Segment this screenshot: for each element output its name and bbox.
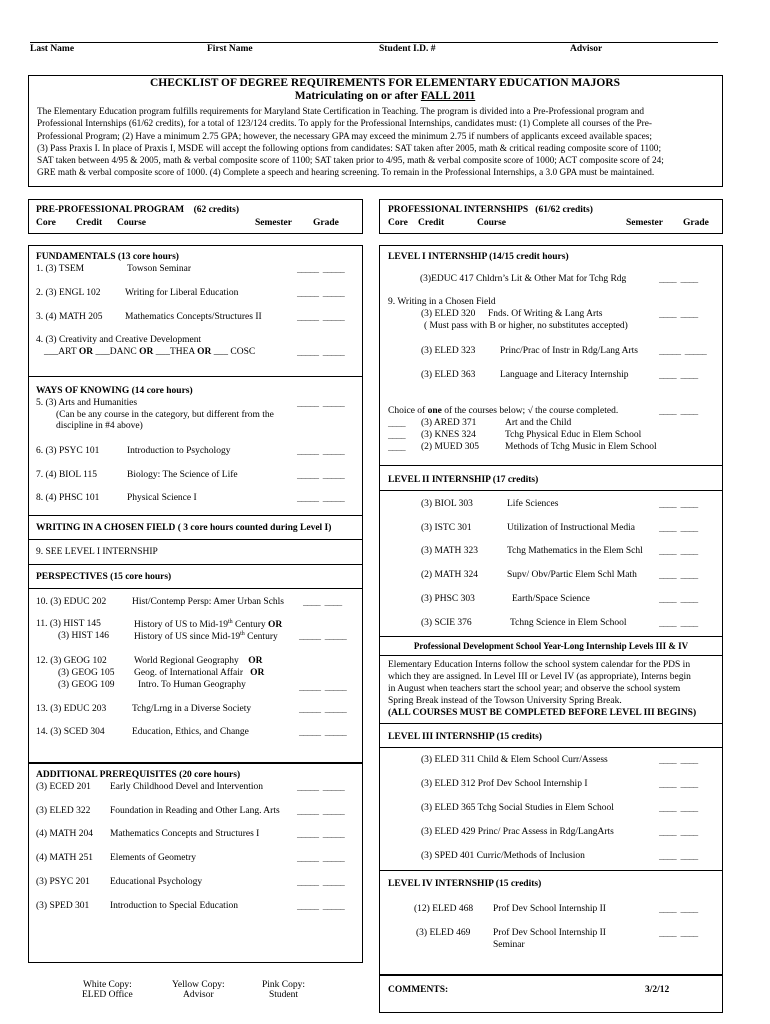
- choice-checkbox[interactable]: ____: [388, 444, 406, 453]
- level-2-title: LEVEL II INTERNSHIP (17 credits): [388, 475, 539, 485]
- col-core: Core: [36, 218, 56, 228]
- course-name: Tchng Science in Elem School: [510, 618, 627, 628]
- section-divider: [379, 465, 723, 466]
- course-code: (3) ELED 322: [36, 806, 91, 816]
- course-name: Physical Science I: [127, 493, 197, 503]
- semester-grade-blank[interactable]: ____ ____: [659, 501, 698, 510]
- course-entry: (3) ELED 429 Princ/ Prac Assess in Rdg/LangArts: [421, 827, 614, 837]
- semester-grade-blank[interactable]: _____ _____: [297, 266, 345, 275]
- course-name: Intro. To Human Geography: [138, 680, 246, 690]
- course-name: Princ/Prac of Instr in Rdg/Lang Arts: [500, 346, 638, 356]
- course-name: Introduction to Psychology: [127, 446, 231, 456]
- course-name: Mathematics Concepts and Structures I: [110, 829, 260, 839]
- section-divider: [28, 515, 363, 516]
- section-divider: [379, 636, 723, 637]
- course-name: Language and Literacy Internship: [500, 370, 629, 380]
- choice-instruction: Choice of one of the courses below; √ the course completed.: [388, 406, 619, 416]
- semester-grade-blank[interactable]: _____ _____: [297, 808, 345, 817]
- semester-grade-blank[interactable]: _____ _____: [297, 784, 345, 793]
- semester-grade-blank[interactable]: ____ ____: [659, 525, 698, 534]
- semester-grade-blank[interactable]: ____ ____: [659, 781, 698, 790]
- semester-grade-blank[interactable]: _____ _____: [299, 684, 347, 693]
- course-name: Biology: The Science of Life: [127, 470, 238, 480]
- student-id-label: Student I.D. #: [379, 44, 436, 54]
- semester-grade-blank[interactable]: _____ _____: [299, 729, 347, 738]
- semester-grade-blank[interactable]: _____ _____: [659, 348, 707, 357]
- course-code: 10. (3) EDUC 202: [36, 597, 107, 607]
- course-name: Fnds. Of Writing & Lang Arts: [488, 309, 603, 319]
- course-code: 3. (4) MATH 205: [36, 312, 103, 322]
- semester-grade-blank[interactable]: _____ _____: [299, 633, 347, 642]
- additional-prerequisites-title: ADDITIONAL PREREQUISITES (20 core hours): [36, 770, 241, 780]
- semester-grade-blank[interactable]: _____ _____: [297, 290, 345, 299]
- col-grade: Grade: [313, 218, 339, 228]
- course-code: 12. (3) GEOG 102: [36, 656, 107, 666]
- course-code: 2. (3) ENGL 102: [36, 288, 101, 298]
- course-name: Utilization of Instructional Media: [507, 523, 635, 533]
- comments-label: COMMENTS:: [388, 985, 449, 995]
- course-name: Methods of Tchg Music in Elem School: [505, 442, 657, 452]
- course-code: (3) ELED 320: [421, 309, 476, 319]
- course-name: Education, Ethics, and Change: [132, 727, 249, 737]
- semester-grade-blank[interactable]: _____ _____: [297, 831, 345, 840]
- course-name: Elements of Geometry: [110, 853, 197, 863]
- ways-of-knowing-title: WAYS OF KNOWING (14 core hours): [36, 386, 193, 396]
- course-code: (3) KNES 324: [421, 430, 476, 440]
- document-subtitle: Matriculating on or after FALL 2011: [294, 90, 476, 102]
- first-name-label: First Name: [207, 44, 253, 54]
- course-code: (4) MATH 204: [36, 829, 93, 839]
- course-code: (3) ISTC 301: [421, 523, 472, 533]
- level-3-title: LEVEL III INTERNSHIP (15 credits): [388, 732, 542, 742]
- semester-grade-blank[interactable]: _____ _____: [297, 472, 345, 481]
- fundamentals-title: FUNDAMENTALS (13 core hours): [36, 252, 179, 262]
- col-credit: Credit: [418, 218, 445, 228]
- course-entry: (3) ELED 365 Tchg Social Studies in Elem School: [421, 803, 614, 813]
- yellow-copy-note: Yellow Copy: Advisor: [172, 980, 225, 1000]
- course-code: (2) MATH 324: [421, 570, 478, 580]
- course-name: Prof Dev School Internship II: [493, 904, 606, 914]
- course-name: Supv/ Obv/Partic Elem Schl Math: [507, 570, 637, 580]
- semester-grade-blank[interactable]: _____ _____: [299, 706, 347, 715]
- course-name: Foundation in Reading and Other Lang. Arts: [110, 806, 280, 816]
- course-name: Tchg Physical Educ in Elem School: [505, 430, 642, 440]
- course-name: Life Sciences: [507, 499, 559, 509]
- col-semester: Semester: [255, 218, 292, 228]
- course-note: ( Must pass with B or higher, no substitutes accepted): [424, 321, 628, 331]
- course-entry: 9. Writing in a Chosen Field: [388, 297, 496, 307]
- course-name: Tchg Mathematics in the Elem Schl: [507, 546, 643, 556]
- course-code: (3) ELED 363: [421, 370, 476, 380]
- col-course: Course: [117, 218, 147, 228]
- semester-grade-blank[interactable]: _____ _____: [297, 495, 345, 504]
- semester-grade-blank[interactable]: ____ ____: [659, 906, 698, 915]
- course-code: (3) ELED 469: [416, 928, 471, 938]
- course-code: 7. (4) BIOL 115: [36, 470, 98, 480]
- semester-grade-blank[interactable]: _____ _____: [297, 314, 345, 323]
- col-credit: Credit: [76, 218, 103, 228]
- semester-grade-blank[interactable]: ____ ____: [659, 829, 698, 838]
- semester-grade-blank[interactable]: ____ ____: [659, 757, 698, 766]
- course-entry: (3) ELED 311 Child & Elem School Curr/Assess: [421, 755, 608, 765]
- semester-grade-blank[interactable]: ____ ____: [659, 311, 698, 320]
- choice-checkbox[interactable]: ____: [388, 432, 406, 441]
- course-name: History of US to Mid-19th Century OR: [134, 619, 283, 631]
- section-divider: [28, 564, 363, 565]
- course-code: 8. (4) PHSC 101: [36, 493, 100, 503]
- revision-date: 3/2/12: [645, 985, 670, 995]
- semester-grade-blank[interactable]: ____ ____: [659, 276, 698, 285]
- course-name: Earth/Space Science: [512, 594, 590, 604]
- course-name: Early Childhood Devel and Intervention: [110, 782, 264, 792]
- semester-grade-blank[interactable]: ____ ____: [659, 548, 698, 557]
- section-divider: [28, 539, 363, 540]
- writing-chosen-field-title: WRITING IN A CHOSEN FIELD ( 3 core hours counted during Level I): [36, 523, 332, 533]
- col-course: Course: [477, 218, 507, 228]
- semester-grade-blank[interactable]: _____ _____: [297, 903, 345, 912]
- course-name: Hist/Contemp Persp: Amer Urban Schls: [132, 597, 284, 607]
- course-code: (3) PHSC 303: [421, 594, 475, 604]
- pink-copy-note: Pink Copy: Student: [262, 980, 306, 1000]
- semester-grade-blank[interactable]: _____ _____: [297, 448, 345, 457]
- pre-professional-title: PRE-PROFESSIONAL PROGRAM (62 credits): [36, 205, 240, 215]
- semester-grade-blank[interactable]: ____ ____: [659, 372, 698, 381]
- course-code: 4. (3) Creativity and Creative Development: [36, 335, 202, 345]
- course-note: discipline in #4 above): [56, 421, 143, 431]
- course-code: (3) ECED 201: [36, 782, 91, 792]
- professional-title: PROFESSIONAL INTERNSHIPS (61/62 credits): [388, 205, 593, 215]
- semester-grade-blank[interactable]: ____ ____: [659, 408, 698, 417]
- course-name: History of US since Mid-19th Century: [134, 631, 278, 643]
- semester-grade-blank[interactable]: _____ _____: [297, 879, 345, 888]
- course-name: Writing for Liberal Education: [125, 288, 239, 298]
- course-code: (3) ELED 323: [421, 346, 476, 356]
- section-divider: [379, 655, 723, 656]
- course-name: Introduction to Special Education: [110, 901, 238, 911]
- course-code: (3) PSYC 201: [36, 877, 90, 887]
- course-code: (12) ELED 468: [414, 904, 474, 914]
- course-name: Educational Psychology: [110, 877, 203, 887]
- section-divider: [379, 490, 723, 491]
- intro-paragraph: The Elementary Education program fulfills requirements for Maryland State Certification in Teaching. The program is divided into a Pre-Professional program and Professional Internships (61/62 credits), for a total of 123/124 credits. To apply for the Professional Internships, candidates must: (1) Complete all courses of the Pre- Professional Program; (2) Have a minimum 2.75 GPA; however, the necessary GPA may exceed the minimum 2.75 if numbers of applicants exceed available spaces; (3) Pass Praxis I. In place of Praxis I, MSDE will accept the following options from candidates: SAT taken after 2005, math & critical reading composite score of 1100; SAT taken between 4/95 & 2005, math & verbal composite score of 1100; SAT taken prior to 4/95, math & verbal composite score of 1000; ACT composite score of 24; GRE math & verbal composite score of 1000. (4) Complete a speech and hearing screening. To remain in the Professional Internships, a 3.0 GPA must be maintained.: [37, 107, 664, 179]
- col-core: Core: [388, 218, 408, 228]
- course-code: (3) GEOG 105: [58, 668, 115, 678]
- course-code: (3) SPED 301: [36, 901, 90, 911]
- course-name: World Regional Geography OR: [134, 656, 263, 666]
- col-grade: Grade: [683, 218, 709, 228]
- white-copy-note: White Copy: ELED Office: [82, 980, 133, 1000]
- title-box: [28, 75, 723, 187]
- semester-grade-blank[interactable]: ____ ____: [659, 572, 698, 581]
- semester-grade-blank[interactable]: ____ ____: [659, 596, 698, 605]
- course-code: (3) MATH 323: [421, 546, 478, 556]
- semester-grade-blank[interactable]: ____ ____: [659, 930, 698, 939]
- course-code: (3) GEOG 109: [58, 680, 115, 690]
- writing-chosen-field-item: 9. SEE LEVEL I INTERNSHIP: [36, 547, 158, 557]
- course-entry: (3)EDUC 417 Chldrn’s Lit & Other Mat for Tchg Rdg: [420, 274, 627, 284]
- course-name: Seminar: [493, 940, 525, 950]
- course-name: Art and the Child: [505, 418, 572, 428]
- header-rule: [30, 42, 718, 43]
- course-code: 13. (3) EDUC 203: [36, 704, 107, 714]
- course-code: 11. (3) HIST 145: [36, 619, 101, 629]
- semester-grade-blank[interactable]: ____ ____: [659, 620, 698, 629]
- semester-grade-blank[interactable]: ____ ____: [303, 599, 342, 608]
- section-divider: [28, 376, 363, 377]
- semester-grade-blank[interactable]: _____ _____: [297, 855, 345, 864]
- perspectives-title: PERSPECTIVES (15 core hours): [36, 572, 172, 582]
- semester-grade-blank[interactable]: ____ ____: [659, 853, 698, 862]
- course-code: (3) SCIE 376: [421, 618, 472, 628]
- course-code: 5. (3) Arts and Humanities: [36, 398, 138, 408]
- course-name: Tchg/Lrng in a Diverse Society: [132, 704, 252, 714]
- section-divider: [379, 747, 723, 748]
- semester-grade-blank[interactable]: ____ ____: [659, 805, 698, 814]
- choice-checkbox[interactable]: ____: [388, 420, 406, 429]
- last-name-label: Last Name: [30, 44, 75, 54]
- course-code: (2) MUED 305: [421, 442, 480, 452]
- document-title: CHECKLIST OF DEGREE REQUIREMENTS FOR ELEMENTARY EDUCATION MAJORS: [150, 77, 620, 89]
- level-1-title: LEVEL I INTERNSHIP (14/15 credit hours): [388, 252, 569, 262]
- course-code: (3) HIST 146: [58, 631, 110, 641]
- section-divider: [379, 723, 723, 724]
- level-4-title: LEVEL IV INTERNSHIP (15 credits): [388, 879, 542, 889]
- course-code: 1. (3) TSEM: [36, 264, 85, 274]
- course-code: (3) ARED 371: [421, 418, 477, 428]
- course-code: 14. (3) SCED 304: [36, 727, 105, 737]
- course-code: (3) BIOL 303: [421, 499, 473, 509]
- course-code: (4) MATH 251: [36, 853, 93, 863]
- creativity-options: ___ART OR ___DANC OR ___THEA OR ___ COSC: [44, 347, 256, 357]
- pds-title: Professional Development School Year-Long Internship Levels III & IV: [413, 641, 689, 651]
- course-note: (Can be any course in the category, but different from the: [56, 410, 274, 420]
- course-entry: (3) ELED 312 Prof Dev School Internship I: [421, 779, 588, 789]
- semester-grade-blank[interactable]: _____ _____: [297, 349, 345, 358]
- course-code: 6. (3) PSYC 101: [36, 446, 100, 456]
- course-name: Towson Seminar: [127, 264, 191, 274]
- section-divider: [28, 588, 363, 589]
- course-name: Prof Dev School Internship II: [493, 928, 606, 938]
- advisor-label: Advisor: [570, 44, 603, 54]
- semester-grade-blank[interactable]: _____ _____: [297, 400, 345, 409]
- course-entry: (3) SPED 401 Curric/Methods of Inclusion: [421, 851, 585, 861]
- course-name: Mathematics Concepts/Structures II: [125, 312, 262, 322]
- pds-description: Elementary Education Interns follow the school system calendar for the PDS in which they are assigned. In Level III or Level IV (as appropriate), Interns begin in August when teachers start the school year; and observe the school system Spring Break instead of the Towson University Spring Break. (ALL COURSES MUST BE COMPLETED BEFORE LEVEL III BEGINS): [388, 660, 697, 718]
- course-name: Geog. of International Affair OR: [134, 668, 265, 678]
- section-divider: [379, 870, 723, 871]
- col-semester: Semester: [626, 218, 663, 228]
